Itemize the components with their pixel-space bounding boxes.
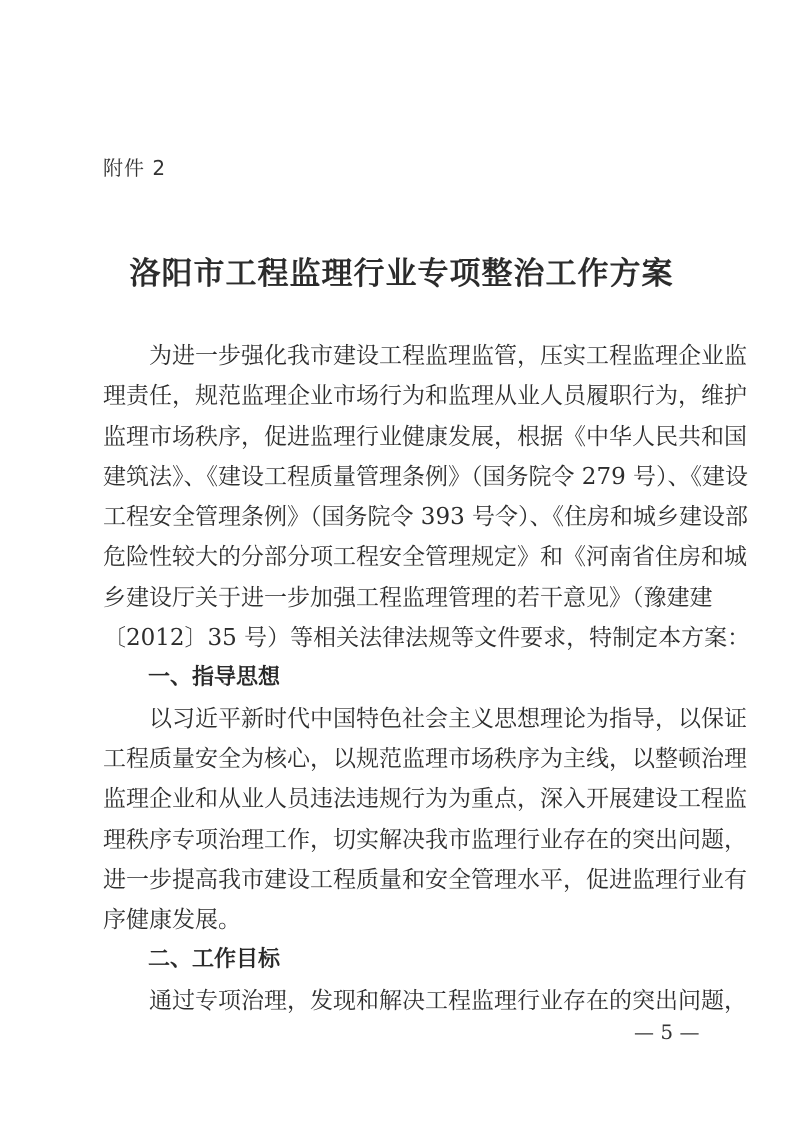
page-number: — 5 —: [634, 1020, 700, 1044]
section-heading-guiding-ideology: 一、指导思想: [148, 665, 281, 691]
text-line: 建筑法》、《建设工程质量管理条例》（国务院令 279 号）、《建设: [103, 463, 749, 490]
text-line: 〔2012〕35 号）等相关法律法规等文件要求，特制定本方案：: [103, 625, 751, 652]
document-body: [103, 336, 751, 1021]
text-line: 序健康发展。: [103, 907, 241, 934]
work-goals-paragraph: [103, 981, 747, 1021]
text-line: 乡建设厅关于进一步加强工程监理管理的若干意见》（豫建建: [103, 584, 713, 611]
text-line: 监理市场秩序，促进监理行业健康发展，根据《中华人民共和国: [103, 423, 747, 450]
document-title: 洛阳市工程监理行业专项整治工作方案: [129, 256, 674, 292]
text-line: 危险性较大的分部分项工程安全管理规定》和《河南省住房和城: [103, 544, 747, 571]
text-line: 理秩序专项治理工作，切实解决我市监理行业存在的突出问题，: [103, 826, 747, 853]
section-heading-work-goals: 二、工作目标: [148, 947, 281, 973]
attachment-label: 附件 2: [103, 156, 167, 180]
text-line: 监理企业和从业人员违法违规行为为重点，深入开展建设工程监: [103, 786, 747, 813]
intro-paragraph: [103, 336, 751, 658]
text-line: 为进一步强化我市建设工程监理监管，压实工程监理企业监: [149, 343, 747, 369]
text-line: 通过专项治理，发现和解决工程监理行业存在的突出问题，: [149, 987, 747, 1014]
text-line: 工程质量安全为核心，以规范监理市场秩序为主线，以整顿治理: [103, 745, 747, 772]
text-line: 理责任，规范监理企业市场行为和监理从业人员履职行为，维护: [103, 383, 747, 410]
text-line: 进一步提高我市建设工程质量和安全管理水平，促进监理行业有: [103, 866, 747, 893]
text-line: 以习近平新时代中国特色社会主义思想理论为指导，以保证: [149, 705, 747, 732]
text-line: 工程安全管理条例》（国务院令 393 号令）、《住房和城乡建设部: [103, 504, 749, 531]
guiding-ideology-paragraph: [103, 699, 747, 941]
